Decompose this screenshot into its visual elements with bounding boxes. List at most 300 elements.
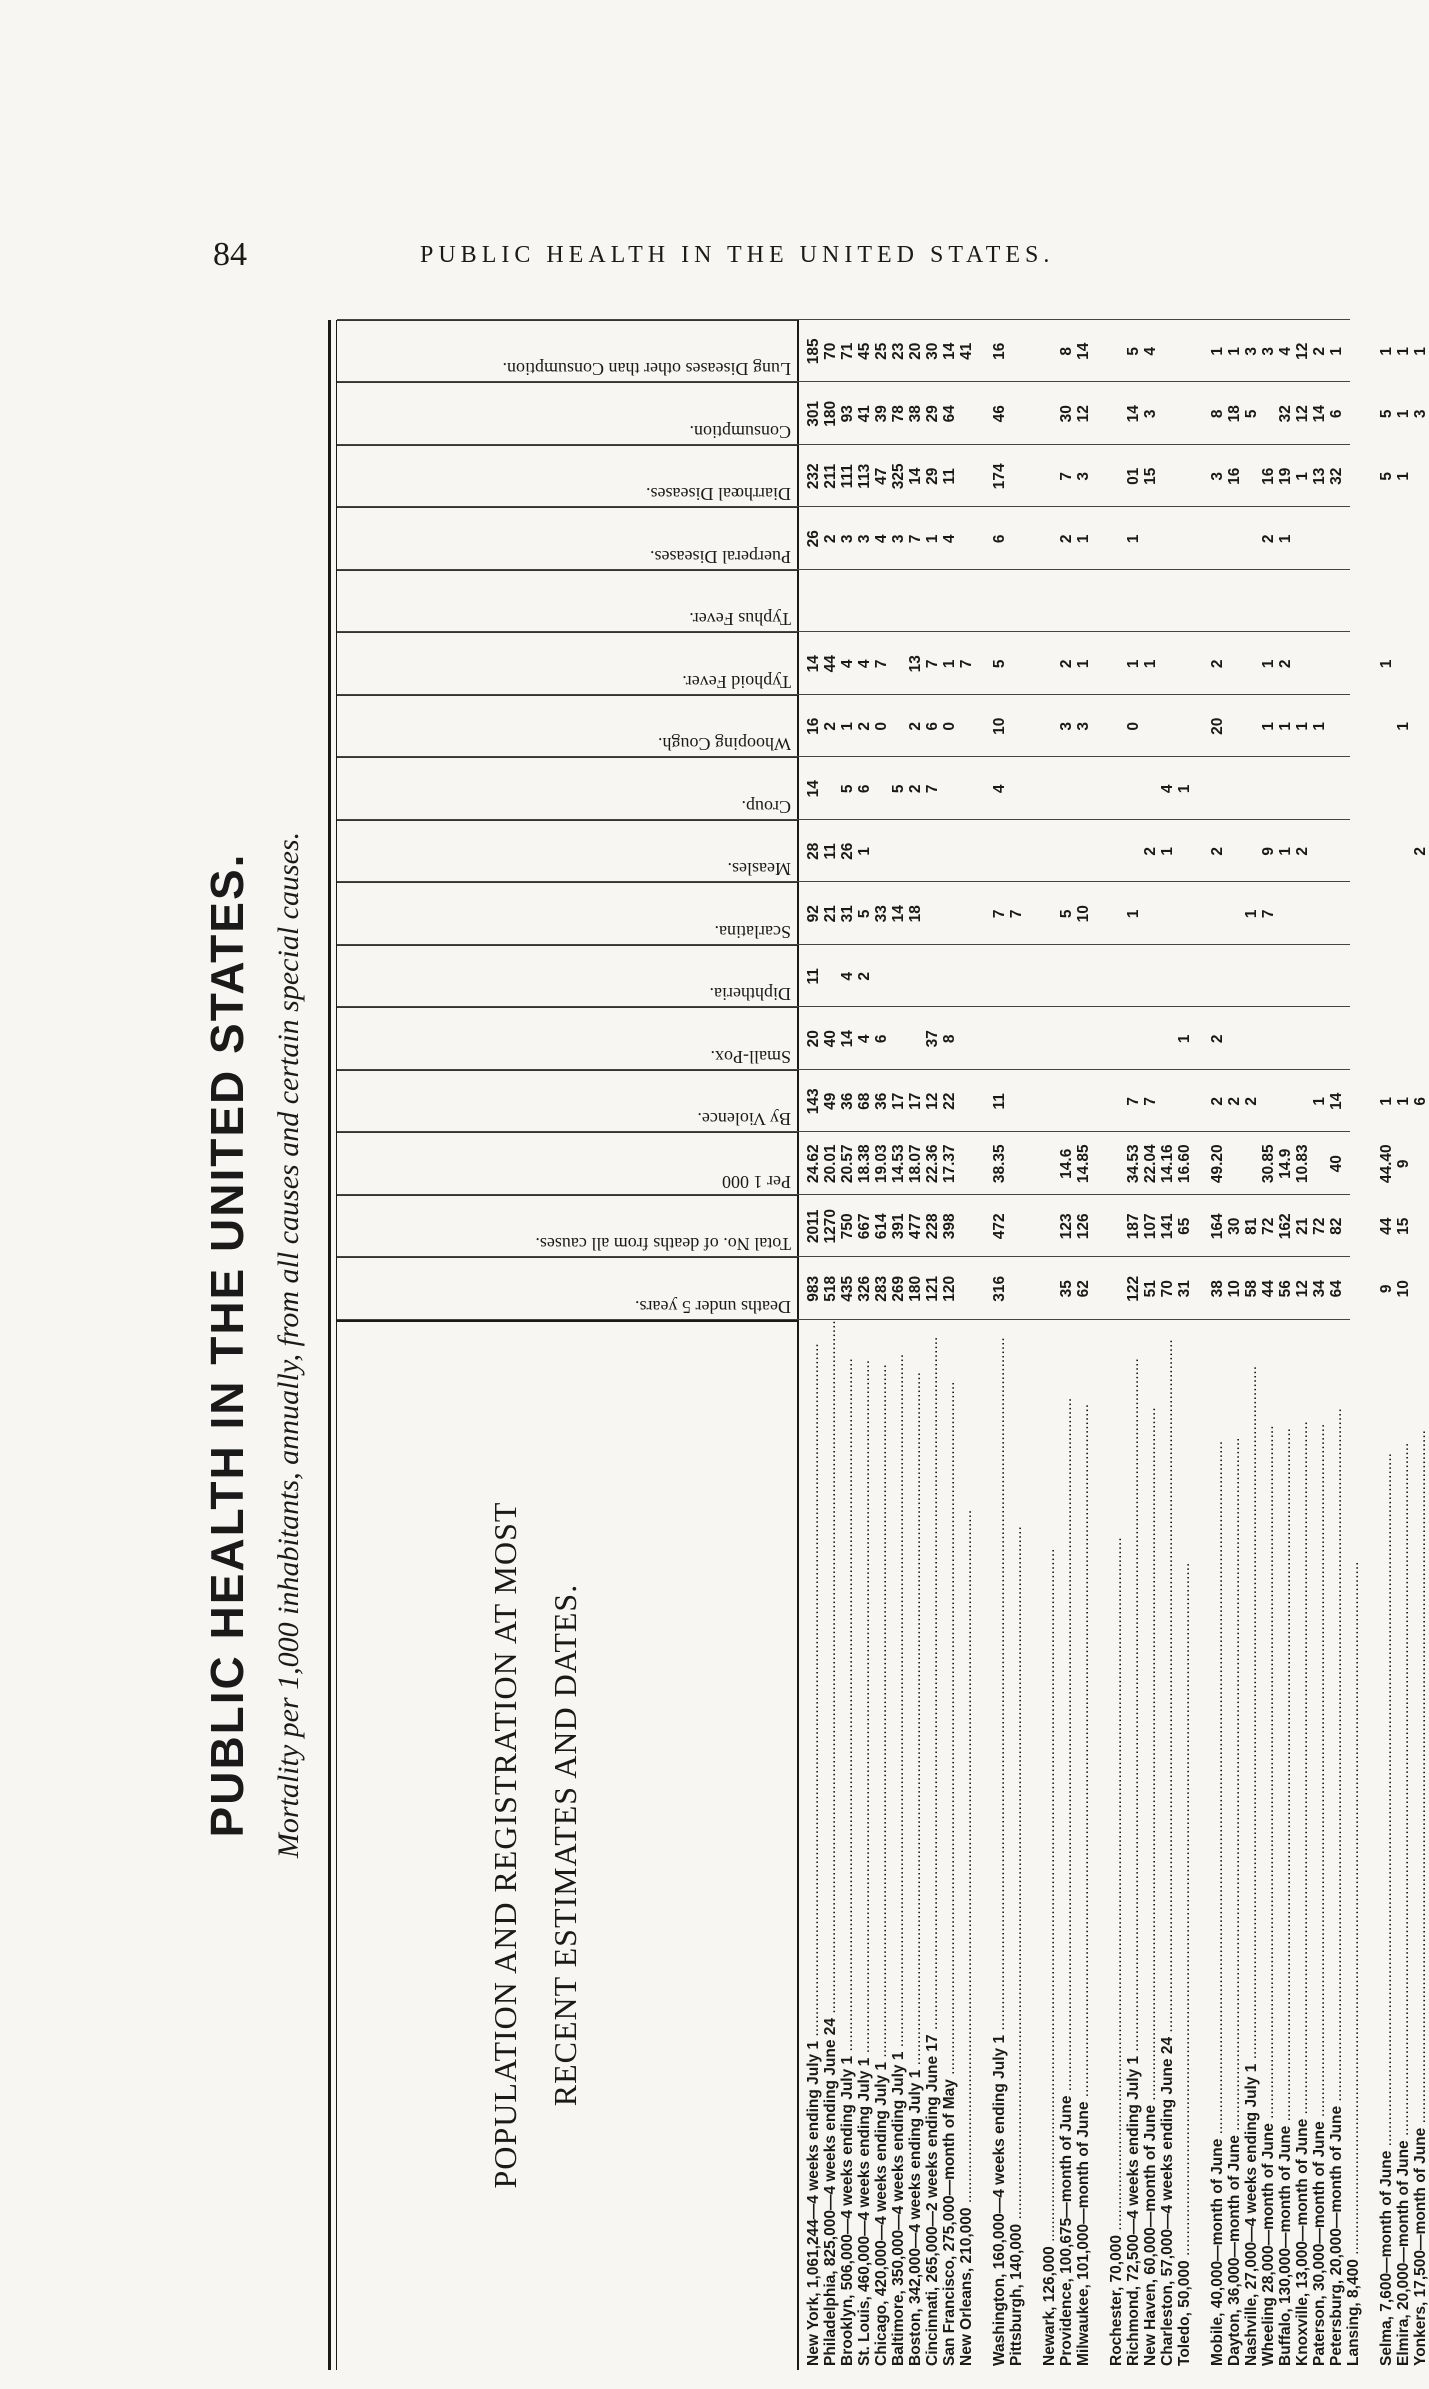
table-row <box>1075 320 1092 2370</box>
table-cell: 30 <box>924 342 941 360</box>
table-cell: 4 <box>1159 784 1176 794</box>
table-row <box>1108 320 1125 2370</box>
table-cell: 39 <box>873 405 890 423</box>
table-cell: 51 <box>1142 1280 1159 1298</box>
table-cell: 7 <box>1125 1096 1142 1106</box>
table-cell: 1 <box>1176 1034 1193 1044</box>
table-cell: 68 <box>856 1092 873 1110</box>
city-stub: San Francisco, 275,000—month of May ..... <box>941 1326 958 2366</box>
column-separator <box>337 1069 1350 1070</box>
page-number: 84 <box>213 236 247 273</box>
table-cell: 31 <box>1176 1280 1193 1298</box>
column-heading <box>337 1195 797 1258</box>
column-heading-label: Typhus Fever. <box>689 609 791 630</box>
table-cell: 9 <box>1260 846 1277 856</box>
city-stub: Cincinnati, 265,000—2 weeks ending June 17 ..... <box>924 1326 941 2366</box>
table-cell: 11 <box>941 468 958 485</box>
table-cell: 44 <box>1260 1280 1277 1298</box>
table-cell: 14 <box>907 467 924 485</box>
table-cell: 11 <box>991 1093 1008 1110</box>
table-cell: 46 <box>991 405 1008 423</box>
city-stub: St. Louis, 460,000—4 weeks ending July 1 ..... <box>856 1326 873 2366</box>
column-heading <box>337 695 797 758</box>
table-cell: 9 <box>1395 1159 1412 1169</box>
table-row <box>1058 320 1075 2370</box>
table-cell: 29 <box>924 405 941 423</box>
table-cell: 14 <box>1075 342 1092 360</box>
city-stub: Milwaukee, 101,000—month of June ..... <box>1075 1326 1092 2366</box>
table-cell: 47 <box>873 467 890 485</box>
table-cell: 1 <box>1226 346 1243 356</box>
table-row <box>1008 320 1025 2370</box>
table-row <box>1125 320 1142 2370</box>
table-cell: 228 <box>924 1213 941 1240</box>
table-cell: 1 <box>1277 534 1294 544</box>
row-group <box>1041 320 1092 2370</box>
table-cell: 70 <box>1159 1280 1176 1298</box>
column-heading-label: Scarlatina. <box>714 922 791 942</box>
table-cell: 10 <box>1075 905 1092 923</box>
table-cell: 14.53 <box>890 1144 907 1184</box>
table-cell: 2 <box>1058 534 1075 544</box>
table-cell: 180 <box>907 1275 924 1302</box>
table-cell: 78 <box>890 405 907 423</box>
table-cell: 4 <box>873 534 890 544</box>
table-cell: 32 <box>1328 467 1345 485</box>
table-cell: 1 <box>1142 659 1159 669</box>
city-stub: Toledo, 50,000 ..... <box>1176 1326 1193 2366</box>
table-cell: 1 <box>1159 846 1176 856</box>
table-cell: 62 <box>1075 1280 1092 1298</box>
table-cell: 14 <box>1125 405 1142 423</box>
table-cell: 1 <box>1395 1096 1412 1106</box>
table-cell: 1 <box>1328 346 1345 356</box>
table-row <box>1243 320 1260 2370</box>
table-row <box>941 320 958 2370</box>
table-row <box>1378 320 1395 2370</box>
table-cell: 174 <box>991 463 1008 490</box>
table-row <box>1142 320 1159 2370</box>
table-cell: 3 <box>1412 409 1429 419</box>
table-row <box>1412 320 1429 2370</box>
table-cell: 1 <box>941 659 958 669</box>
table-cell: 40 <box>1328 1155 1345 1173</box>
column-separator <box>337 944 1350 945</box>
table-cell: 36 <box>873 1092 890 1110</box>
row-group <box>1378 320 1429 2370</box>
table-cell: 1 <box>1294 721 1311 731</box>
table-cell: 45 <box>856 342 873 360</box>
table-cell: 72 <box>1260 1217 1277 1235</box>
table-cell: 2 <box>907 784 924 794</box>
table-cell: 12 <box>1294 1280 1311 1298</box>
table-cell: 1 <box>1294 471 1311 481</box>
table-cell: 2 <box>1260 534 1277 544</box>
column-separator <box>337 1319 1350 1320</box>
table-cell: 750 <box>839 1213 856 1240</box>
table-title: PUBLIC HEALTH IN THE UNITED STATES. <box>201 852 253 1838</box>
column-heading <box>337 1008 797 1071</box>
table-cell: 2 <box>1311 346 1328 356</box>
column-separator <box>337 507 1350 508</box>
table-cell: 5 <box>1378 409 1395 419</box>
table-cell: 22.04 <box>1142 1144 1159 1184</box>
column-heading-label: Lung Diseases other than Consumption. <box>502 359 791 380</box>
table-cell: 41 <box>856 405 873 423</box>
table-row <box>991 320 1008 2370</box>
column-separator <box>337 1194 1350 1195</box>
table-cell: 1 <box>1395 409 1412 419</box>
table-cell: 2 <box>822 721 839 731</box>
table-cell: 21 <box>822 905 839 923</box>
table-cell: 123 <box>1058 1213 1075 1240</box>
column-headings <box>337 320 797 1320</box>
table-cell: 1 <box>1378 1096 1395 1106</box>
table-row <box>856 320 873 2370</box>
table-cell: 5 <box>856 909 873 919</box>
table-cell: 22 <box>941 1092 958 1110</box>
table-cell: 16 <box>1226 467 1243 485</box>
table-cell: 31 <box>839 905 856 923</box>
table-cell: 65 <box>1176 1217 1193 1235</box>
table-top-rule <box>328 320 331 2370</box>
table-cell: 81 <box>1243 1217 1260 1235</box>
table-cell: 1 <box>1125 659 1142 669</box>
table-cell: 1 <box>924 534 941 544</box>
column-separator <box>337 694 1350 695</box>
table-cell: 93 <box>839 405 856 423</box>
column-heading <box>337 1133 797 1196</box>
table-cell: 4 <box>941 534 958 544</box>
city-stub: Brooklyn, 506,000—4 weeks ending July 1 ..... <box>839 1326 856 2366</box>
column-heading-label: Whooping Cough. <box>658 734 791 755</box>
table-cell: 17 <box>907 1092 924 1110</box>
table-cell: 2 <box>1209 846 1226 856</box>
table-cell: 11 <box>822 843 839 860</box>
table-cell: 14 <box>1311 405 1328 423</box>
table-cell: 18.38 <box>856 1144 873 1184</box>
table-cell: 7 <box>1008 909 1025 919</box>
table-cell: 12 <box>924 1092 941 1110</box>
table-cell: 7 <box>1260 909 1277 919</box>
table-cell: 49.20 <box>1209 1144 1226 1184</box>
table-cell: 1 <box>1277 846 1294 856</box>
table-cell: 3 <box>1260 346 1277 356</box>
table-cell: 15 <box>1395 1217 1412 1235</box>
column-separator <box>337 882 1350 883</box>
table-cell: 18 <box>907 905 924 923</box>
column-heading <box>337 570 797 633</box>
table-cell: 111 <box>839 464 856 489</box>
table-cell: 10 <box>1226 1280 1243 1298</box>
table-cell: 28 <box>805 842 822 860</box>
city-stub: Providence, 100,675—month of June ..... <box>1058 1326 1075 2366</box>
table-cell: 4 <box>856 1034 873 1044</box>
table-cell: 7 <box>924 659 941 669</box>
table-cell: 7 <box>873 659 890 669</box>
table-cell: 6 <box>856 784 873 794</box>
column-heading-label: Croup. <box>741 797 791 817</box>
table-row <box>1311 320 1328 2370</box>
table-cell: 1 <box>1260 659 1277 669</box>
column-heading <box>337 1070 797 1133</box>
table-cell: 211 <box>822 463 839 489</box>
table-cell: 2 <box>856 971 873 981</box>
table-cell: 92 <box>805 905 822 923</box>
table-cell: 8 <box>1209 409 1226 419</box>
table-cell: 1 <box>1378 346 1395 356</box>
table-cell: 25 <box>873 342 890 360</box>
column-heading <box>337 633 797 696</box>
table-cell: 232 <box>805 463 822 490</box>
column-heading-label: Deaths under 5 years. <box>635 1297 791 1317</box>
table-cell: 16 <box>991 342 1008 360</box>
table-cell: 14 <box>839 1030 856 1048</box>
table-cell: 1 <box>1243 909 1260 919</box>
table-subtitle: Mortality per 1,000 inhabitants, annually, from all causes and certain special causes. <box>272 831 305 1859</box>
table-cell: 10 <box>991 717 1008 735</box>
table-row <box>1159 320 1176 2370</box>
city-stub: Elmira, 20,000—month of June ..... <box>1395 1326 1412 2366</box>
column-heading <box>337 820 797 883</box>
table-row <box>924 320 941 2370</box>
table-cell: 316 <box>991 1275 1008 1302</box>
column-heading-label: Measles. <box>727 859 791 880</box>
city-stub: Petersburg, 20,000—month of June ..... <box>1328 1326 1345 2366</box>
table-cell: 13 <box>907 655 924 673</box>
table-cell: 2 <box>1226 1096 1243 1106</box>
table-cell: 391 <box>890 1213 907 1240</box>
city-stub: Charleston, 57,000—4 weeks ending June 24 ..... <box>1159 1326 1176 2366</box>
column-separator <box>337 819 1350 820</box>
city-stub: Mobile, 40,000—month of June ..... <box>1209 1326 1226 2366</box>
table-cell: 38 <box>907 405 924 423</box>
table-cell: 1 <box>1075 659 1092 669</box>
table-cell: 2 <box>1209 659 1226 669</box>
column-separator <box>337 1132 1350 1133</box>
stub-heading-line-2: RECENT ESTIMATES AND DATES. <box>547 1583 583 2107</box>
table-cell: 8 <box>941 1034 958 1044</box>
table-cell: 34 <box>1311 1280 1328 1298</box>
table-cell: 1 <box>1378 659 1395 669</box>
table-cell: 5 <box>1378 471 1395 481</box>
table-cell: 30 <box>1058 405 1075 423</box>
row-group <box>1209 320 1362 2370</box>
city-stub: Washington, 160,000—4 weeks ending July 1 ..... <box>991 1326 1008 2366</box>
column-heading <box>337 945 797 1008</box>
table-cell: 2 <box>1412 846 1429 856</box>
table-cell: 4 <box>856 659 873 669</box>
table-cell: 16.60 <box>1176 1144 1193 1184</box>
city-stub: Newark, 126,000 ..... <box>1041 1326 1058 2366</box>
table-cell: 1 <box>1176 784 1193 794</box>
column-separator <box>337 444 1350 445</box>
table-cell: 398 <box>941 1213 958 1240</box>
table-cell: 0 <box>941 721 958 731</box>
column-heading-label: Diphtheria. <box>709 984 791 1005</box>
column-heading <box>337 758 797 821</box>
table-row <box>890 320 907 2370</box>
table-cell: 113 <box>856 463 873 489</box>
row-group <box>991 320 1025 2370</box>
table-cell: 19 <box>1277 467 1294 485</box>
city-stub: Paterson, 30,000—month of June ..... <box>1311 1326 1328 2366</box>
table-cell: 435 <box>839 1275 856 1302</box>
table-cell: 0 <box>1125 721 1142 731</box>
table-cell: 141 <box>1159 1213 1176 1240</box>
table-cell: 477 <box>907 1213 924 1240</box>
city-stub: Wheeling 28,000—month of June ..... <box>1260 1326 1277 2366</box>
table-cell: 162 <box>1277 1213 1294 1240</box>
table-cell: 3 <box>1058 721 1075 731</box>
table-cell: 29 <box>924 467 941 485</box>
table-row <box>1277 320 1294 2370</box>
column-heading-label: Typhoid Fever. <box>682 672 791 692</box>
table-cell: 30.85 <box>1260 1144 1277 1184</box>
row-group <box>805 320 975 2370</box>
table-cell: 20 <box>1209 717 1226 735</box>
city-stub: Chicago, 420,000—4 weeks ending July 1 ..... <box>873 1326 890 2366</box>
table-cell: 7 <box>958 659 975 669</box>
city-stub: New Orleans, 210,000 ..... <box>958 1326 975 2366</box>
table-cell: 283 <box>873 1275 890 1302</box>
table-cell: 5 <box>1125 346 1142 356</box>
table-cell: 2 <box>907 721 924 731</box>
column-heading-label: Consumption. <box>689 422 791 442</box>
column-heading-label: Small-Pox. <box>710 1047 791 1067</box>
table-cell: 126 <box>1075 1213 1092 1240</box>
table-cell: 12 <box>1294 342 1311 360</box>
table-cell: 7 <box>1142 1096 1159 1106</box>
table-cell: 26 <box>839 842 856 860</box>
table-cell: 14.85 <box>1075 1144 1092 1184</box>
table-cell: 3 <box>1142 409 1159 419</box>
table-cell: 21 <box>1294 1217 1311 1235</box>
table-cell: 7 <box>907 534 924 544</box>
table-cell: 71 <box>839 342 856 360</box>
column-separator <box>337 632 1350 633</box>
table-cell: 17.37 <box>941 1144 958 1184</box>
table-cell: 1 <box>1395 721 1412 731</box>
table-row <box>1260 320 1277 2370</box>
table-cell: 58 <box>1243 1280 1260 1298</box>
table-row <box>1328 320 1345 2370</box>
column-heading <box>337 508 797 571</box>
column-heading-label: Puerperal Diseases. <box>650 547 791 567</box>
table-cell: 8 <box>1058 346 1075 356</box>
table-cell: 325 <box>890 463 907 490</box>
table-cell: 1 <box>839 721 856 731</box>
table-cell: 4 <box>1142 346 1159 356</box>
table-cell: 2011 <box>805 1209 822 1244</box>
table-cell: 1 <box>1277 721 1294 731</box>
table-cell: 1270 <box>822 1209 839 1244</box>
table-cell: 11 <box>805 968 822 985</box>
table-cell: 1 <box>1125 534 1142 544</box>
table-cell: 12 <box>1075 405 1092 423</box>
table-cell: 82 <box>1328 1217 1345 1235</box>
table-cell: 44 <box>1378 1217 1395 1235</box>
table-cell: 7 <box>924 784 941 794</box>
table-cell: 143 <box>805 1088 822 1115</box>
table-cell: 14 <box>805 655 822 673</box>
table-cell: 472 <box>991 1213 1008 1240</box>
table-cell: 16 <box>805 717 822 735</box>
city-stub: Buffalo, 130,000—month of June ..... <box>1277 1326 1294 2366</box>
heading-rule <box>797 320 799 2370</box>
city-stub: Nashville, 27,000—4 weeks ending July 1 ..... <box>1243 1326 1260 2366</box>
stub-heading-line-1: POPULATION AND REGISTRATION AT MOST <box>487 1501 523 2189</box>
table-cell: 9 <box>1378 1284 1395 1294</box>
table-row <box>958 320 975 2370</box>
table-cell: 44 <box>822 655 839 673</box>
table-cell: 13 <box>1311 467 1328 485</box>
city-stub: Rochester, 70,000 ..... <box>1108 1326 1125 2366</box>
table-cell: 4 <box>839 971 856 981</box>
table-cell: 269 <box>890 1275 907 1302</box>
table-cell: 20.01 <box>822 1144 839 1184</box>
table-row <box>907 320 924 2370</box>
table-cell: 17 <box>890 1092 907 1110</box>
table-body <box>805 320 1429 2370</box>
table-cell: 26 <box>805 530 822 548</box>
table-cell: 2 <box>1277 659 1294 669</box>
table-cell: 14 <box>890 905 907 923</box>
table-cell: 2 <box>1243 1096 1260 1106</box>
table-cell: 32 <box>1277 405 1294 423</box>
table-cell: 64 <box>1328 1280 1345 1298</box>
table-cell: 30 <box>1226 1217 1243 1235</box>
city-stub: Pittsburgh, 140,000 ..... <box>1008 1326 1025 2366</box>
table-cell: 18 <box>1226 405 1243 423</box>
table-cell: 1 <box>856 846 873 856</box>
table-cell: 301 <box>805 400 822 427</box>
running-head: PUBLIC HEALTH IN THE UNITED STATES. <box>420 242 1055 268</box>
table-cell: 14 <box>941 342 958 360</box>
city-stub: Dayton, 36,000—month of June ..... <box>1226 1326 1243 2366</box>
table-cell: 7 <box>991 909 1008 919</box>
city-stub: Knoxville, 13,000—month of June ..... <box>1294 1326 1311 2366</box>
table-cell: 14.6 <box>1058 1148 1075 1179</box>
city-stub: New Haven, 60,000—month of June ..... <box>1142 1326 1159 2366</box>
table-cell: 164 <box>1209 1213 1226 1240</box>
table-cell: 14 <box>805 780 822 798</box>
table-cell: 5 <box>1243 409 1260 419</box>
table-cell: 1 <box>1260 721 1277 731</box>
table-cell: 3 <box>890 534 907 544</box>
city-stub: New York, 1,061,244—4 weeks ending July 1 ..... <box>805 1326 822 2366</box>
column-heading-label: By Violence. <box>697 1109 791 1130</box>
table-cell: 23 <box>890 342 907 360</box>
table-row <box>1345 320 1362 2370</box>
column-heading-label: Per 1 000 <box>722 1172 791 1192</box>
table-cell: 40 <box>822 1030 839 1048</box>
table-cell: 3 <box>1243 346 1260 356</box>
column-separator <box>337 319 1350 320</box>
mortality-table <box>200 320 1429 2370</box>
table-cell: 614 <box>873 1213 890 1240</box>
table-cell: 5 <box>1058 909 1075 919</box>
table-cell: 37 <box>924 1030 941 1048</box>
table-cell: 0 <box>873 721 890 731</box>
column-heading <box>337 445 797 508</box>
table-cell: 14.9 <box>1277 1148 1294 1179</box>
table-cell: 7 <box>1058 471 1075 481</box>
city-stub: Richmond, 72,500—4 weeks ending July 1 ..... <box>1125 1326 1142 2366</box>
column-separator <box>337 1257 1350 1258</box>
column-heading <box>337 320 797 383</box>
table-cell: 6 <box>991 534 1008 544</box>
